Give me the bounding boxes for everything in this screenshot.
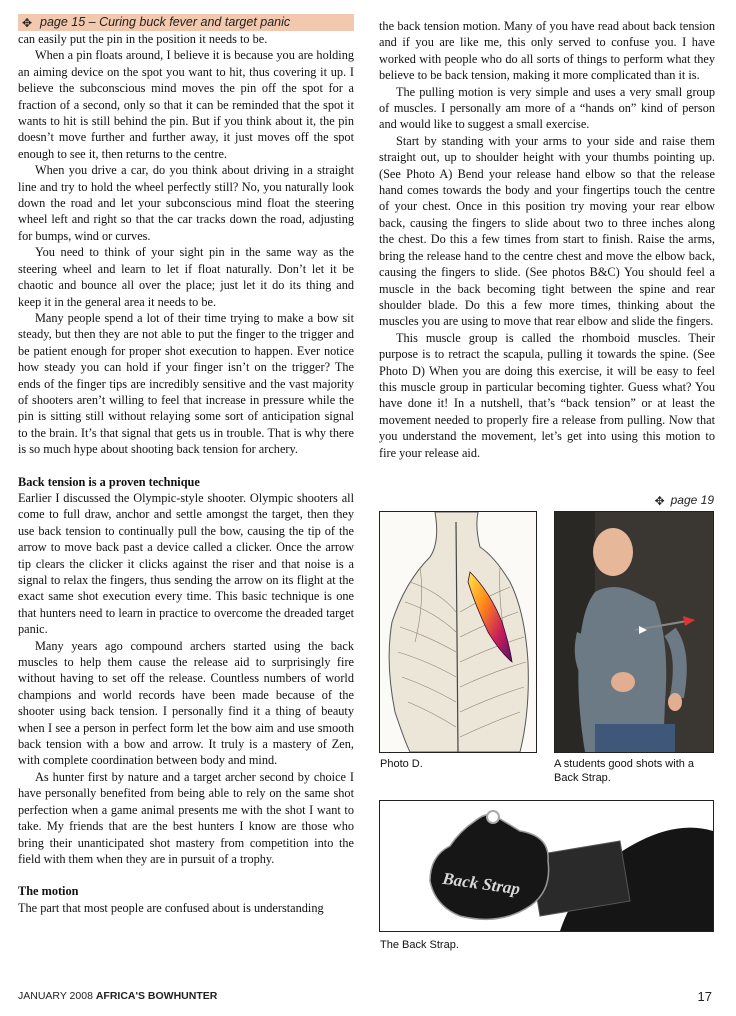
- paragraph: This muscle group is called the rhomboid muscles. Their purpose is to retract the scapula, pulling it towards the spine. (See Photo D) When you are doing this exercise, it will be easy to feel this muscle group in particular becoming tighter. Guess what? You have done it! In a nutshell, that’s “back tension” or at least the movement needed to properly fire a release from pulling. Now that you understand the movement, let’s get into using this motion to fire your release aid.: [379, 330, 715, 460]
- paragraph: Start by standing with your arms to your side and raise them straight out, up to shoulder height with your thumbs pointing up. (See Photo A) Bend your release hand elbow so that the release hand comes towards the body and your fingertips touch the centre of your chest. Once in this position try moving your rear elbow back, causing the fingers to slide about two to three inches along the chest. Do this a few times from start to finish. Raise the arms, bring the release hand to the centre chest and move the elbow back, causing the fingers to slide. (See photos B&C) You should feel a muscle in the back becoming tight between the spine and rear shoulder blade. Do this a few more times, thinking about the muscles you are using to move that rear elbow and slide the fingers.: [379, 133, 715, 329]
- backstrap-logo: Back Strap: [441, 868, 522, 899]
- student-photo: [554, 511, 714, 753]
- issue-date: JANUARY 2008: [18, 990, 93, 1002]
- page-reference-banner: [18, 14, 354, 31]
- paragraph: The part that most people are confused about is understanding: [18, 900, 324, 915]
- archer-icon: ✥: [654, 494, 665, 508]
- backstrap-illustration: [380, 801, 713, 931]
- paragraph: Many people spend a lot of their time trying to make a bow sit steady, but then they are not able to put the finger to the trigger and be patient enough for proper shot execution to happen. Ever notice how steady you can hold if your finger isn’t on the trigger? The ends of the finger tips are incredibly sensitive and the vast majority of shooters aren’t willing to feel that increase in pressure while the pin is sitting still without relaying some sort of anticipation signal to the brain. It’s that signal that gets us in trouble. That is why there is so much hype about shooting back tension for archery.: [18, 310, 354, 457]
- backstrap-photo: [379, 800, 714, 932]
- paragraph: When you drive a car, do you think about driving in a straight line and try to hold the wheel perfectly still? No, you naturally look down the road and let your subconscious mind float the steering wheel left and right so that the car tracks down the road, adjusting for bumps, wind or curves.: [18, 163, 354, 243]
- paragraph: Earlier I discussed the Olympic-style shooter. Olympic shooters all come to full draw, anchor and settle amongst the target, then they use back tension to continually pull the bow, causing the tip of the arrow to move back past a device called a clicker. Once the arrow tip clears the clicker it clicks against the riser and that noise is a signal to relax the fingers, thus sending the arrow on its flight at the exact same shot execution every time. This basic technique is one that hunters need to learn in practice to overcome the dreaded target panic.: [18, 490, 354, 637]
- magazine-name: AFRICA'S BOWHUNTER: [95, 990, 218, 1002]
- section-heading: The motion: [18, 884, 79, 899]
- paragraph: As hunter first by nature and a target archer second by choice I have personally benefited from being able to rely on the same shot perfection when a game animal presents me with the shot I want to take. My friends that are the best hunters I know are those who bring their unanticipated shot mastery from competition into the field with them when they are in pursuit of a trophy.: [18, 769, 354, 866]
- paragraph: Many years ago compound archers started using the back muscles to help them cause the release aid to surprisingly fire without having to set off the release. Countless numbers of world champions and world records have been made because of the shooter using back tension. I personally find it a thing of beauty when I see a person in perfect form let the bow aim and use smooth back tension with a bow and arrow. It truly is a mastery of Zen, with complete coordination between body and mind.: [18, 638, 354, 768]
- footer: [18, 990, 217, 1002]
- paragraph: can easily put the pin in the position it needs to be.: [18, 32, 268, 46]
- right-column: [379, 18, 715, 461]
- student-photo-caption: A students good shots with a Back Strap.: [554, 758, 695, 784]
- paragraph: When a pin floats around, I believe it is because you are holding an aiming device on the spot you want to hit, thus covering it up. I believe the subconscious mind moves the pin off the spot for a fraction of a second, only so that it can be reminded that the spot it wants to hit is still behind the pin. But if you think about it, the pin doesn’t move further and further away, it just moves off the spot enough to see it, then returns to the centre.: [18, 48, 354, 161]
- paragraph: the back tension motion. Many of you have read about back tension and if you are like me, this only served to confuse you. I have worked with people who do all sorts of things to perform what they believe to be back tension, making it more complicated than it is.: [379, 19, 715, 83]
- archer-icon: ✥: [22, 16, 33, 30]
- photo-d-anatomy: [379, 511, 537, 753]
- left-column: [18, 15, 354, 916]
- backstrap-caption: The Back Strap.: [380, 939, 459, 951]
- student-illustration: [555, 512, 713, 752]
- page-number: 17: [697, 989, 712, 1004]
- photo-d-caption: Photo D.: [380, 758, 423, 770]
- section-heading: Back tension is a proven technique: [18, 474, 200, 489]
- paragraph: You need to think of your sight pin in the same way as the steering wheel and learn to let if float naturally. Don’t let it be chaotic and bounce all over the place; just let it do its thing and keep it in the general area it needs to be.: [18, 245, 354, 309]
- back-muscles-illustration: [380, 512, 536, 752]
- paragraph: The pulling motion is very simple and uses a very small group of muscles. I personally am more of a “hands on” kind of person and would like to suggest a small exercise.: [379, 84, 715, 132]
- page-reference-text: page 15 – Curing buck fever and target panic: [40, 15, 291, 29]
- continued-page-reference: ✥ page 19: [654, 493, 714, 508]
